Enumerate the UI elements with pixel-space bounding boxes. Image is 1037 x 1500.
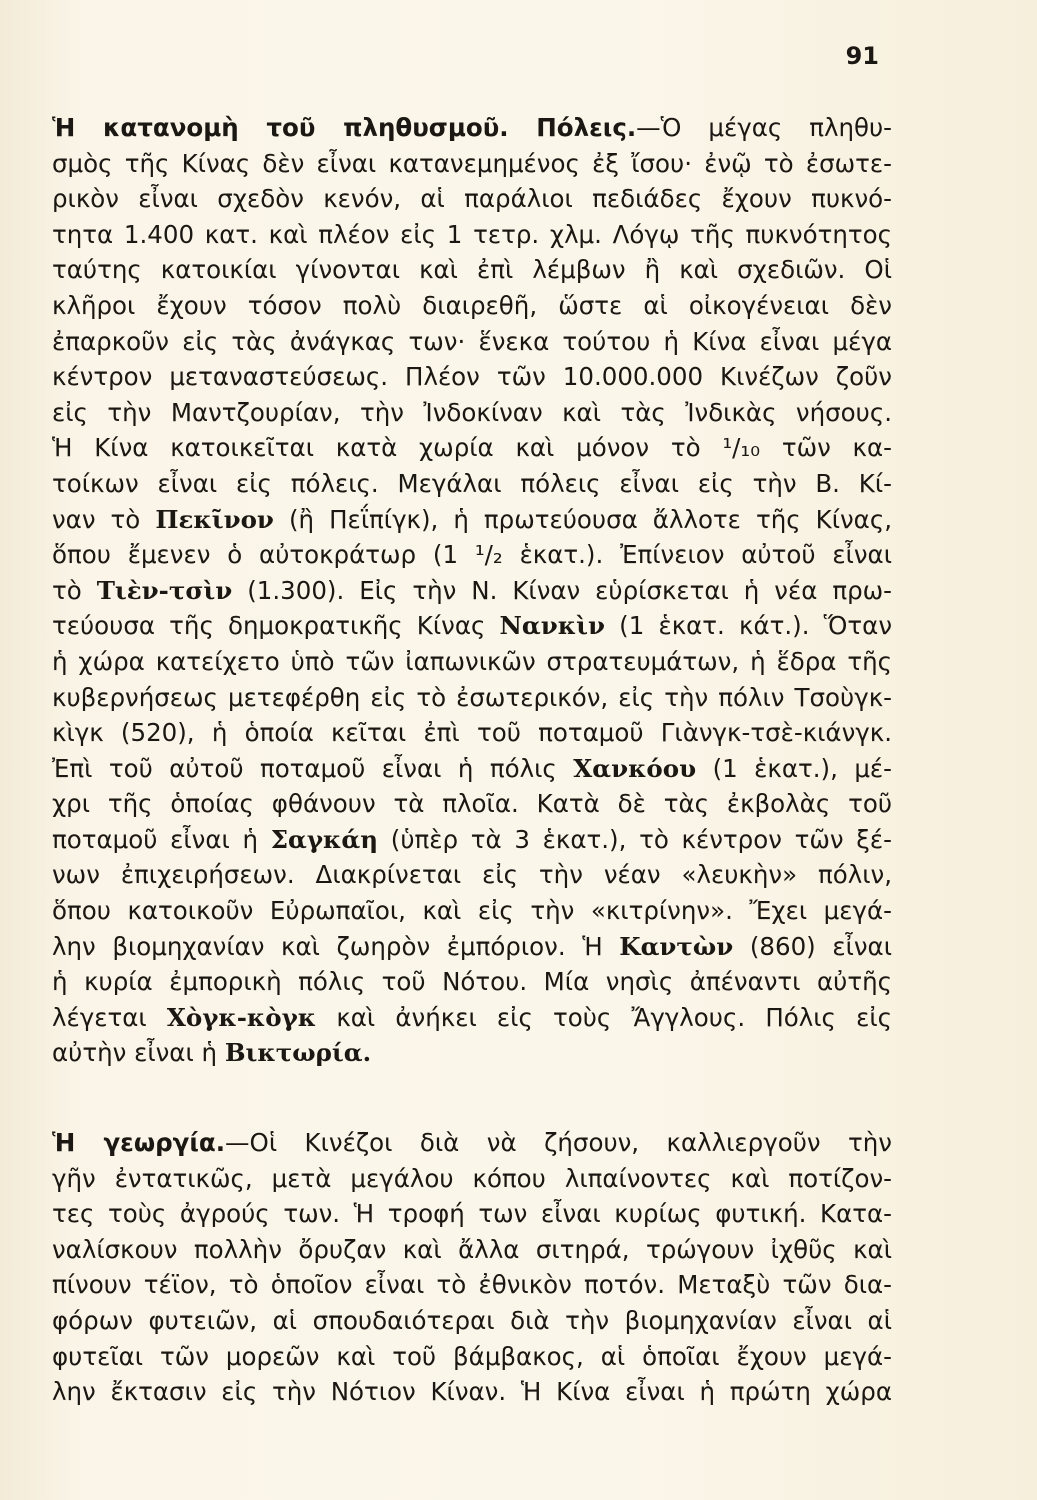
text-line [52,751,892,787]
text-line [52,395,892,431]
text-segment: (860) εἶναι [733,931,892,961]
text-segment: (1 ἑκατ. κάτ.). Ὅταν [605,611,893,641]
text-segment: σμὸς τῆς Κίνας δὲν εἶναι κατανεμημένος ἐξ ἴσου· ἐνῷ τὸ ἐσωτε- [52,148,892,178]
text-segment: χρι τῆς ὁποίας φθάνουν τὰ πλοῖα. Κατὰ δὲ τὰς ἐκβολὰς τοῦ [52,789,892,819]
place-name: Σαγκάη [270,824,379,854]
text-segment: ἡ κυρία ἐμπορικὴ πόλις τοῦ Νότου. Μία νησὶς ἀπέναντι αὐτῆς [52,967,892,997]
text-segment: τητα 1.400 κατ. καὶ πλέον εἰς 1 τετρ. χλμ. Λόγῳ τῆς πυκνότητος [52,219,892,249]
text-segment: ποταμοῦ εἶναι ἡ [52,824,271,854]
text-segment: Ἡ Κίνα κατοικεῖται κατὰ χωρία καὶ μόνον τὸ ¹/₁₀ τῶν κα- [52,433,892,463]
section-population-cities [52,110,892,1071]
text-line [52,680,892,716]
text-segment: τὸ [52,575,97,605]
text-line [52,857,892,893]
text-line [52,324,892,360]
text-segment: ρικὸν εἶναι σχεδὸν κενόν, αἱ παράλιοι πεδιάδες ἔχουν πυκνό- [52,184,892,214]
text-line [52,359,892,395]
text-segment: ὅπου ἔμενεν ὁ αὐτοκράτωρ (1 ¹/₂ ἑκατ.). Ἐπίνειον αὐτοῦ εἶναι [52,540,892,570]
place-name: Τιὲν-τσὶν [96,575,233,605]
text-segment: γῆν ἐντατικῶς, μετὰ μεγάλου κόπου λιπαίνοντες καὶ ποτίζον- [52,1163,892,1193]
text-line [52,110,892,146]
text-segment: λην ἔκτασιν εἰς τὴν Νότιον Κίναν. Ἡ Κίνα εἶναι ἡ πρώτη χώρα [52,1377,892,1407]
text-segment: (ὑπὲρ τὰ 3 ἑκατ.), τὸ κέντρον τῶν ξέ- [378,824,892,854]
place-name: Καντὼν [619,931,734,961]
text-segment: ὅπου κατοικοῦν Εὐρωπαῖοι, καὶ εἰς τὴν «κιτρίνην». Ἔχει μεγά- [52,896,892,926]
text-segment: κέντρον μεταναστεύσεως. Πλέον τῶν 10.000.000 Κινέζων ζοῦν [52,362,892,392]
place-name: Χανκόου [573,753,697,783]
text-line [52,146,892,182]
text-line [52,181,892,217]
text-line [52,217,892,253]
text-line [52,1303,892,1339]
text-line [52,502,892,538]
section-heading: Ἡ κατανομὴ τοῦ πληθυσμοῦ. Πόλεις. [52,113,637,142]
page-number: 91 [845,42,879,70]
text-line [52,1035,892,1071]
text-segment: τοίκων εἶναι εἰς πόλεις. Μεγάλαι πόλεις εἶναι εἰς τὴν Β. Κί- [52,468,892,498]
text-line [52,1000,892,1036]
text-segment: φυτεῖαι τῶν μορεῶν καὶ τοῦ βάμβακος, αἱ ὁποῖαι ἔχουν μεγά- [52,1341,892,1371]
text-line [52,1196,892,1232]
page-body [52,110,892,1410]
text-line [52,1267,892,1303]
text-segment: πίνουν τέϊον, τὸ ὁποῖον εἶναι τὸ ἐθνικὸν ποτόν. Μεταξὺ τῶν δια- [52,1270,892,1300]
text-segment: ἐπαρκοῦν εἰς τὰς ἀνάγκας των· ἕνεκα τούτου ἡ Κίνα εἶναι μέγα [52,326,892,356]
text-segment: κυβερνήσεως μετεφέρθη εἰς τὸ ἐσωτερικόν, εἰς τὴν πόλιν Τσοὺγκ- [52,682,892,712]
place-name: Νανκὶν [499,611,605,641]
text-line [52,537,892,573]
text-segment: νων ἐπιχειρήσεων. Διακρίνεται εἰς τὴν νέαν «λευκὴν» πόλιν, [52,860,892,890]
text-segment: τεύουσα τῆς δημοκρατικῆς Κίνας [52,611,500,641]
text-segment: (1 ἑκατ.), μέ- [696,753,892,783]
text-segment: —Ὁ μέγας πληθυ- [636,113,892,142]
text-segment: κλῆροι ἔχουν τόσον πολὺ διαιρεθῆ, ὥστε αἱ οἰκογένειαι δὲν [52,290,892,320]
text-segment: λην βιομηχανίαν καὶ ζωηρὸν ἐμπόριον. Ἡ [52,931,620,961]
text-line [52,252,892,288]
text-segment: Ἐπὶ τοῦ αὐτοῦ ποταμοῦ εἶναι ἡ πόλις [52,753,574,783]
text-line [52,430,892,466]
text-line [52,822,892,858]
text-segment: τες τοὺς ἀγρούς των. Ἡ τροφή των εἶναι κυρίως φυτική. Κατα- [52,1199,892,1229]
text-segment: ναν τὸ [52,504,156,534]
text-segment: ἡ χώρα κατείχετο ὑπὸ τῶν ἰαπωνικῶν στρατευμάτων, ἡ ἕδρα τῆς [52,646,892,676]
text-line [52,1232,892,1268]
text-segment: (1.300). Εἰς τὴν Ν. Κίναν εὑρίσκεται ἡ νέα πρω- [232,575,892,605]
place-name: Βικτωρία. [224,1038,372,1068]
text-line [52,929,892,965]
section-agriculture [52,1125,892,1410]
text-segment: κὶγκ (520), ἡ ὁποία κεῖται ἐπὶ τοῦ ποταμοῦ Γιὰνγκ-τσὲ-κιάνγκ. [52,718,892,748]
text-segment: λέγεται [52,1002,167,1032]
text-segment: ναλίσκουν πολλὴν ὄρυζαν καὶ ἄλλα σιτηρά, τρώγουν ἰχθῦς καὶ [52,1234,892,1264]
place-name: Χὸγκ-κὸγκ [166,1002,317,1032]
text-line [52,1125,892,1161]
text-segment: —Οἱ Κινέζοι διὰ νὰ ζήσουν, καλλιεργοῦν τὴν [225,1128,892,1158]
text-segment: φόρων φυτειῶν, αἱ σπουδαιότεραι διὰ τὴν βιομηχανίαν εἶναι αἱ [52,1306,892,1335]
text-line [52,893,892,929]
text-line [52,1339,892,1375]
text-line [52,715,892,751]
text-segment: ταύτης κατοικίαι γίνονται καὶ ἐπὶ λέμβων ἢ καὶ σχεδιῶν. Οἱ [52,255,892,285]
section-heading: Ἡ γεωργία. [52,1128,226,1158]
text-line [52,608,892,644]
text-line [52,288,892,324]
text-segment: αὐτὴν εἶναι ἡ [52,1038,225,1068]
place-name: Πεκῖνον [155,504,274,534]
text-line [52,964,892,1000]
text-segment: (ἢ Πεΐπίγκ), ἡ πρωτεύουσα ἄλλοτε τῆς Κίνας, [273,504,892,534]
text-segment: καὶ ἀνήκει εἰς τοὺς Ἄγγλους. Πόλις εἰς [316,1002,892,1032]
text-line [52,1374,892,1410]
text-line [52,466,892,502]
text-line [52,786,892,822]
text-segment: εἰς τὴν Μαντζουρίαν, τὴν Ἰνδοκίναν καὶ τὰς Ἰνδικὰς νήσους. [52,397,892,427]
text-line [52,644,892,680]
text-line [52,573,892,609]
text-line [52,1161,892,1197]
